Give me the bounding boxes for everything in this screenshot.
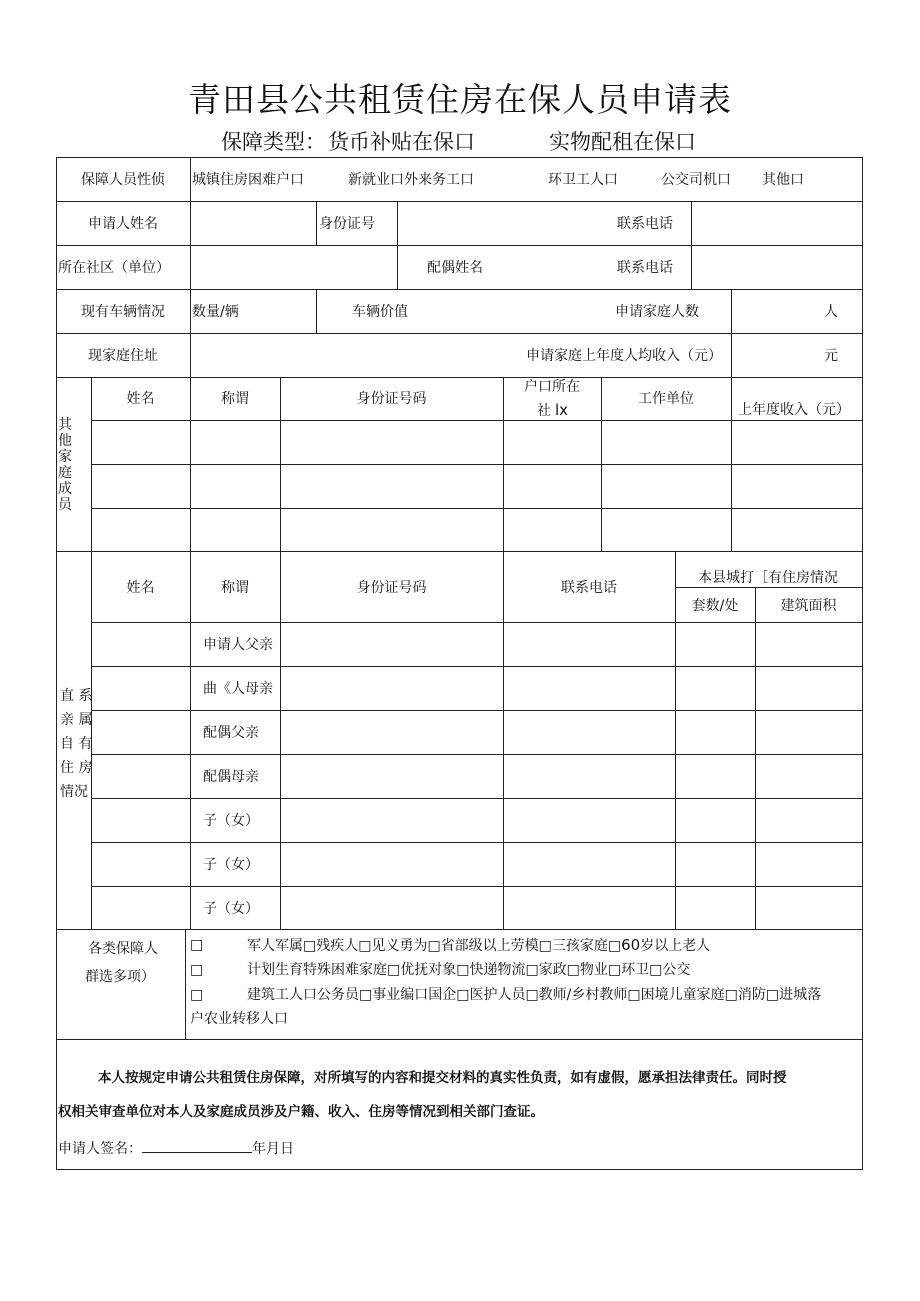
groups-label-line1: 各类保障人 — [88, 941, 158, 957]
declaration-line2: 权相关审查单位对本人及家庭成员涉及户籍、收入、住房等情况到相关部门查证。 — [58, 1104, 544, 1120]
other-members-header-hukou-line2: 社 lx — [537, 401, 569, 419]
income-label: 申请家庭上年度人均收入（元） — [526, 348, 722, 364]
relatives-row-relation: 曲《人母亲 — [203, 681, 273, 697]
spouse-name-label: 配偶姓名 — [427, 260, 483, 276]
vehicle-label: 现有车辆情况 — [81, 304, 165, 320]
address-label: 现家庭住址 — [88, 348, 158, 364]
family-count-unit: 人 — [824, 304, 838, 320]
subsidy-type-label: 保障类型： — [221, 130, 326, 154]
relatives-header-area: 建筑面积 — [780, 598, 837, 614]
groups-label-line2: 群选多项） — [85, 969, 155, 985]
nature-option-sanitation[interactable]: 环卫工人口 — [548, 172, 618, 188]
relatives-header-name: 姓名 — [126, 580, 155, 596]
relatives-header-phone: 联系电话 — [561, 580, 617, 596]
community-field[interactable] — [191, 246, 397, 289]
groups-line3-options[interactable]: 建筑工人口公务员□事业编口国企□医护人员□教师/乡村教师□困境儿童家庭□消防□进城落 — [247, 987, 822, 1003]
income-field[interactable] — [732, 334, 818, 377]
applicant-phone-field[interactable] — [692, 202, 862, 245]
applicant-name-label: 申请人姓名 — [88, 216, 158, 232]
groups-line1-options[interactable]: 军人军属□残疾人□见义勇为□省部级以上劳模□三孩家庭□60岁以上老人 — [247, 936, 711, 954]
groups-line1-checkbox[interactable]: □ — [190, 937, 204, 953]
other-members-header-name: 姓名 — [126, 391, 155, 407]
applicant-phone-label: 联系电话 — [617, 216, 673, 232]
relatives-row-relation: 子（女） — [203, 857, 259, 873]
relatives-header-id: 身份证号码 — [356, 580, 427, 596]
vehicle-qty-label: 数量/辆 — [192, 304, 239, 320]
relatives-row-relation: 配偶父亲 — [203, 725, 259, 741]
relatives-row-relation: 子（女） — [203, 813, 259, 829]
relatives-header-count: 套数/处 — [691, 598, 739, 614]
other-members-header-id: 身份证号码 — [356, 391, 427, 407]
address-field[interactable] — [191, 334, 511, 377]
other-members-header-income: 上年度收入（元） — [738, 402, 850, 418]
income-unit: 元 — [824, 348, 838, 364]
groups-line4-options[interactable]: 户农业转移人口 — [190, 1011, 288, 1027]
nature-option-urban[interactable]: 城镇住房困难户口 — [192, 172, 304, 188]
nature-option-other[interactable]: 其他口 — [762, 172, 804, 188]
groups-line3-checkbox[interactable]: □ — [190, 987, 204, 1003]
spouse-phone-field[interactable] — [692, 246, 862, 289]
groups-line2-checkbox[interactable]: □ — [190, 962, 204, 978]
page-title: 青田县公共租赁住房在保人员申请表 — [188, 80, 732, 119]
community-label: 所在社区（单位） — [58, 260, 170, 276]
nature-label: 保障人员性侦 — [81, 172, 165, 188]
nature-option-new-employment[interactable]: 新就业口外来务工口 — [348, 172, 474, 188]
subsidy-type-cash-option[interactable]: 货币补贴在保口 — [328, 130, 475, 154]
relatives-header-relation: 称谓 — [221, 580, 249, 596]
spouse-phone-label: 联系电话 — [617, 260, 673, 276]
signature-label: 申请人签名： — [58, 1141, 142, 1157]
nature-option-bus-driver[interactable]: 公交司机口 — [661, 172, 731, 188]
other-members-header-hukou: 户口所在 — [524, 379, 580, 395]
signature-row — [58, 1139, 294, 1157]
subsidy-type-rental-option[interactable]: 实物配租在保口 — [549, 130, 696, 154]
applicant-name-field[interactable] — [191, 202, 316, 245]
applicant-id-field[interactable] — [398, 202, 598, 245]
vehicle-value-label: 车辆价值 — [352, 304, 408, 320]
date-label: 年月日 — [252, 1141, 294, 1157]
groups-line2-options[interactable]: 计划生育特殊困难家庭□优抚对象□快递物流□家政□物业□环卫□公交 — [247, 962, 691, 978]
applicant-id-label: 身份证号 — [319, 216, 375, 232]
other-members-header-relation: 称谓 — [221, 391, 249, 407]
relatives-row-relation: 子（女） — [203, 901, 259, 917]
relatives-header-housing: 本县城打［有住房情况 — [698, 570, 838, 586]
relatives-row-relation: 申请人父亲 — [203, 637, 273, 653]
relatives-row-relation: 配偶母亲 — [203, 769, 259, 785]
signature-field[interactable] — [142, 1139, 252, 1153]
family-count-field[interactable] — [732, 290, 818, 333]
family-count-label: 申请家庭人数 — [615, 304, 699, 320]
other-members-header-work: 工作单位 — [638, 391, 694, 407]
declaration-line1: 本人按规定申请公共租赁住房保障，对所填写的内容和提交材料的真实性负责，如有虚假，愿承担法律责任。同时授 — [98, 1070, 787, 1086]
